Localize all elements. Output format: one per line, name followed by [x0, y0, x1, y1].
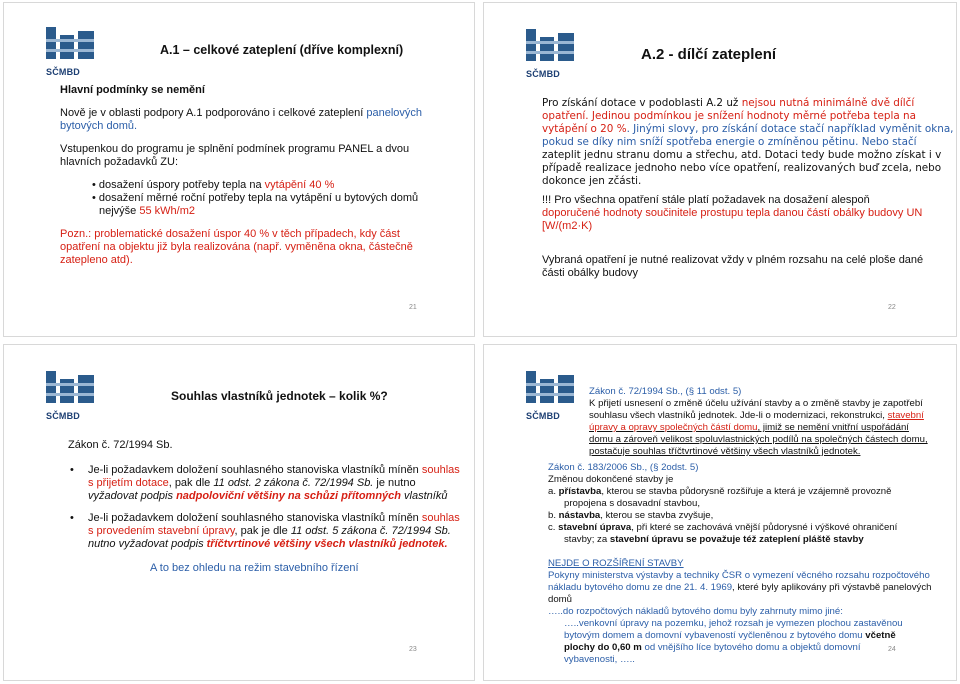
text-line: Pokyny ministerstva výstavby a techniky ČSR o vymezení věcného rozsahu rozpočtového [548, 570, 930, 581]
text-line: vytápění o 20 %. Jinými slovy, pro získání dotace stačí například vyměnit okna, [542, 123, 954, 135]
text-line: pokud se díky nim sníží spotřeba energie o zmíněnou pětinu. Nebo stačí [542, 136, 917, 148]
text-line: bytových domů. [60, 120, 138, 132]
slide-number: 22 [888, 304, 896, 311]
text-line: souhlasu všech vlastníků jednotek. Jde-li o modernizaci, rekonstrukci, stavební [589, 410, 924, 421]
slide-title: A.1 – celkové zateplení (dříve komplexní) [160, 43, 404, 57]
slide-24 [483, 344, 957, 681]
note-line: zatepleno atd). [60, 254, 133, 266]
law-reference: Zákon č. 72/1994 Sb. [68, 439, 173, 451]
bullet-icon: • [70, 464, 74, 476]
text-line: Vstupenkou do programu je splnění podmínek programu PANEL a dvou [60, 143, 410, 155]
note-line: opatření na objektu již byla realizována (např. vyměněna okna, částečně [60, 241, 413, 253]
list-item: stavby; za stavební úpravu se považuje též zateplení pláště stavby [564, 534, 864, 545]
slide-21 [3, 2, 475, 337]
text-line: s provedením stavební úpravy, pak je dle 11 odst. 5 zákona č. 72/1994 Sb. [88, 525, 451, 537]
scmbd-logo: SČMBD [46, 27, 94, 77]
text-line: nutno vyžadovat podpis tříčtvrtinové většiny všech vlastníků jednotek. [88, 538, 448, 550]
text-line: …..do rozpočtových nákladů bytového domu byly zahrnuty mimo jiné: [548, 606, 843, 617]
text-line: úpravy a opravy společných částí domu, jimiž se nemění vnitřní uspořádání [589, 422, 909, 433]
text-line: opatření. Jedinou podmínkou je snížení hodnoty měrné potřeba tepla na [542, 110, 916, 122]
text-line: Je-li požadavkem doložení souhlasného stanoviska vlastníků míněn souhlas [88, 512, 460, 524]
text-line: domu a zároveň velikost spoluvlastnických podílů na společných částech domu, [589, 434, 928, 445]
bullet-item: • dosažení měrné roční potřeby tepla na vytápění u bytových domů [92, 192, 419, 204]
law-heading: Zákon č. 72/1994 Sb., (§ 11 odst. 5) [589, 386, 742, 397]
text-line: dokonce jen zčásti. [542, 175, 642, 187]
list-item: propojena s dosavadní stavbou, [564, 498, 701, 509]
note-line: Pozn.: problematické dosažení úspor 40 % v těch případech, kdy část [60, 228, 400, 240]
list-item: b. nástavba, kterou se stavba zvyšuje, [548, 510, 714, 521]
text-line: K přijetí usnesení o změně účelu užívání stavby a o změně stavby je zapotřebí [589, 398, 923, 409]
list-item: c. stavební úprava, při které se zachovává vnější půdorysné i výškové ohraničení [548, 522, 898, 533]
text-line: hlavních požadavků ZU: [60, 156, 179, 168]
footer-note: A to bez ohledu na režim stavebního řízení [150, 562, 359, 574]
text-line: zateplit jednu stranu domu a střechu, atd. Dotaci tedy bude možno získat i v [542, 149, 942, 161]
text-line: Je-li požadavkem doložení souhlasného stanoviska vlastníků míněn souhlas [88, 464, 460, 476]
text-line: !!! Pro všechna opatření stále platí požadavek na dosažení alespoň [542, 194, 870, 206]
slide-number: 24 [888, 646, 896, 653]
section-heading: NEJDE O ROZŠÍŘENÍ STAVBY [548, 558, 684, 569]
text-line: plochy do 0,60 m od vnějšího líce bytového domu a objektů domovní [564, 642, 861, 653]
slide-number: 23 [409, 646, 417, 653]
text-line: domů [548, 594, 572, 605]
text-line: bytovým domem a domovní vybaveností vyčleněnou z bytového domu včetně [564, 630, 896, 641]
law-heading: Zákon č. 183/2006 Sb., (§ 2odst. 5) [548, 462, 699, 473]
text-line: části obálky budovy [542, 267, 638, 279]
text-line: Pro získání dotace v podoblasti A.2 už nejsou nutná minimálně dvě dílčí [542, 97, 915, 109]
text-line: …..venkovní úpravy na pozemku, jehož rozsah je vymezen plochou zastavěnou [564, 618, 903, 629]
bullet-item: nejvýše 55 kWh/m2 [99, 205, 195, 217]
scmbd-logo: SČMBD [46, 371, 94, 421]
slide-23 [3, 344, 475, 681]
slide-title: A.2 - dílčí zateplení [641, 46, 777, 63]
bullet-icon: • [70, 512, 74, 524]
text-line: [W/(m2·K) [542, 220, 593, 232]
text-line: nákladu bytového domu ze dne 21. 4. 1969, které byly aplikovány při výstavbě panelových [548, 582, 932, 593]
text-line: vybavenosti, ….. [564, 654, 635, 665]
list-item: a. přístavba, kterou se stavba půdorysně rozšiřuje a která je vzájemně provozně [548, 486, 892, 497]
slide-22 [483, 2, 957, 337]
bullet-item: • dosažení úspory potřeby tepla na vytápění 40 % [92, 179, 335, 191]
heading: Hlavní podmínky se nemění [60, 84, 205, 96]
text-line: Vybraná opatření je nutné realizovat vždy v plném rozsahu na celé ploše dané [542, 254, 924, 266]
slide-title: Souhlas vlastníků jednotek – kolik %? [171, 389, 388, 403]
text-line: Změnou dokončené stavby je [548, 474, 674, 485]
text-line: postačuje souhlas tříčtvrtinové většiny všech vlastníků jednotek. [589, 446, 861, 457]
scmbd-logo: SČMBD [526, 371, 574, 421]
text-line: s přijetím dotace, pak dle 11 odst. 2 zákona č. 72/1994 Sb. je nutno [88, 477, 416, 489]
scmbd-logo: SČMBD [526, 29, 574, 79]
text-line: vyžadovat podpis nadpoloviční většiny na schůzi přítomných vlastníků [88, 490, 448, 502]
slide-number: 21 [409, 304, 417, 311]
text-line: případě realizace jednoho nebo více opatření, realizovaných buď zcela, nebo [542, 162, 942, 174]
text-line: Nově je v oblasti podpory A.1 podporováno i celkové zateplení panelových [60, 107, 423, 119]
text-line: doporučené hodnoty součinitele prostupu tepla danou částí obálky budovy UN [542, 207, 923, 219]
